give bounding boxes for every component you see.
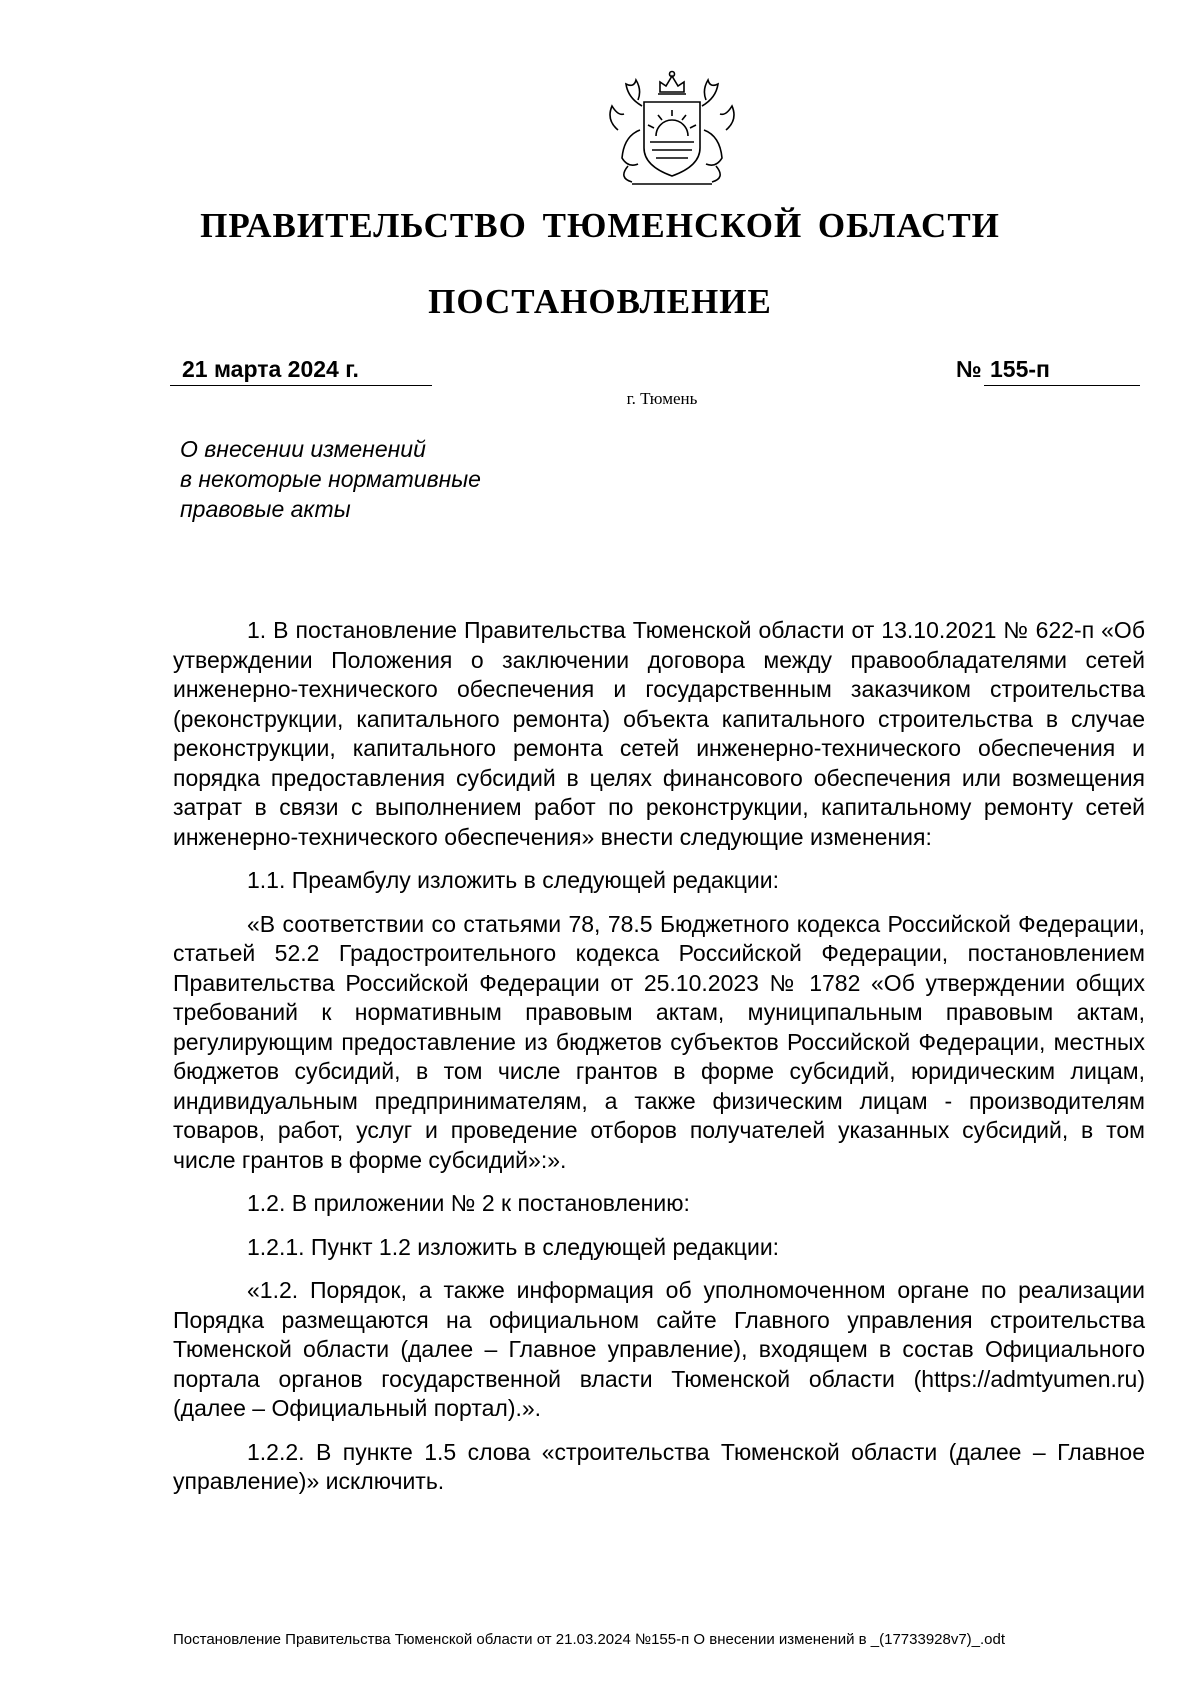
coat-of-arms-icon bbox=[598, 70, 746, 190]
subject-line: в некоторые нормативные bbox=[180, 466, 481, 492]
document-subject bbox=[180, 434, 600, 524]
paragraph: 1.2.2. В пункте 1.5 слова «строительства Тюменской области (далее – Главное управление)» исключить. bbox=[173, 1438, 1145, 1494]
page-footer: Постановление Правительства Тюменской области от 21.03.2024 №155-п О внесении изменений в _(17733928v7)_.odt bbox=[173, 1631, 1006, 1648]
paragraph: 1.1. Преамбулу изложить в следующей редакции: bbox=[247, 867, 779, 893]
subject-line: правовые акты bbox=[180, 496, 351, 522]
document-number: 155-п bbox=[984, 356, 1140, 386]
paragraph: «В соответствии со статьями 78, 78.5 Бюджетного кодекса Российской Федерации, статьей 52.2 Градостроительного кодекса Российской Федерации, постановлением Правительства Российской Федерации от 25.10.2023 № 1782 «Об утверждении общих требований к нормативным правовым актам, муниципальным правовым актам, регулирующим предоставление из бюджетов субъектов Российской Федерации, местных бюджетов субсидий, в том числе грантов в форме субсидий, юридическим лицам, индивидуальным предпринимателям, а также физическим лицам - производителям товаров, работ, услуг и проведение отборов получателей указанных субсидий, в том числе грантов в форме субсидий»:». bbox=[173, 910, 1145, 1173]
city: г. Тюмень bbox=[626, 389, 698, 408]
paragraph: 1.2. В приложении № 2 к постановлению: bbox=[247, 1190, 690, 1216]
government-title: ПРАВИТЕЛЬСТВО ТЮМЕНСКОЙ ОБЛАСТИ bbox=[200, 206, 1000, 245]
paragraph: «1.2. Порядок, а также информация об уполномоченном органе по реализации Порядка размещаются на официальном сайте Главного управления строительства Тюменской области (далее – Главное управление), входящем в состав Официального портала органов государственной власти Тюменской области (https://admtyumen.ru) (далее – Официальный портал).». bbox=[173, 1277, 1145, 1421]
number-label: № bbox=[956, 356, 982, 382]
paragraph: 1.2.1. Пункт 1.2 изложить в следующей редакции: bbox=[247, 1233, 780, 1260]
subject-line: О внесении изменений bbox=[180, 436, 426, 462]
document-body bbox=[173, 616, 1145, 1511]
document-date: 21 марта 2024 г. bbox=[170, 356, 432, 386]
paragraph: 1. В постановление Правительства Тюменской области от 13.10.2021 № 622-п «Об утверждении Положения о заключении договора между правообладателями сетей инженерно-технического обеспечения и государственным заказчиком строительства (реконструкции, капитального ремонта) объекта капитального строительства в случае реконструкции, капитального ремонта сетей инженерно-технического обеспечения и порядка предоставления субсидий в целях финансового обеспечения или возмещения затрат в связи с выполнением работ по реконструкции, капитальному ремонту сетей инженерно-технического обеспечения» внести следующие изменения: bbox=[173, 617, 1145, 850]
document-type: ПОСТАНОВЛЕНИЕ bbox=[428, 282, 772, 321]
